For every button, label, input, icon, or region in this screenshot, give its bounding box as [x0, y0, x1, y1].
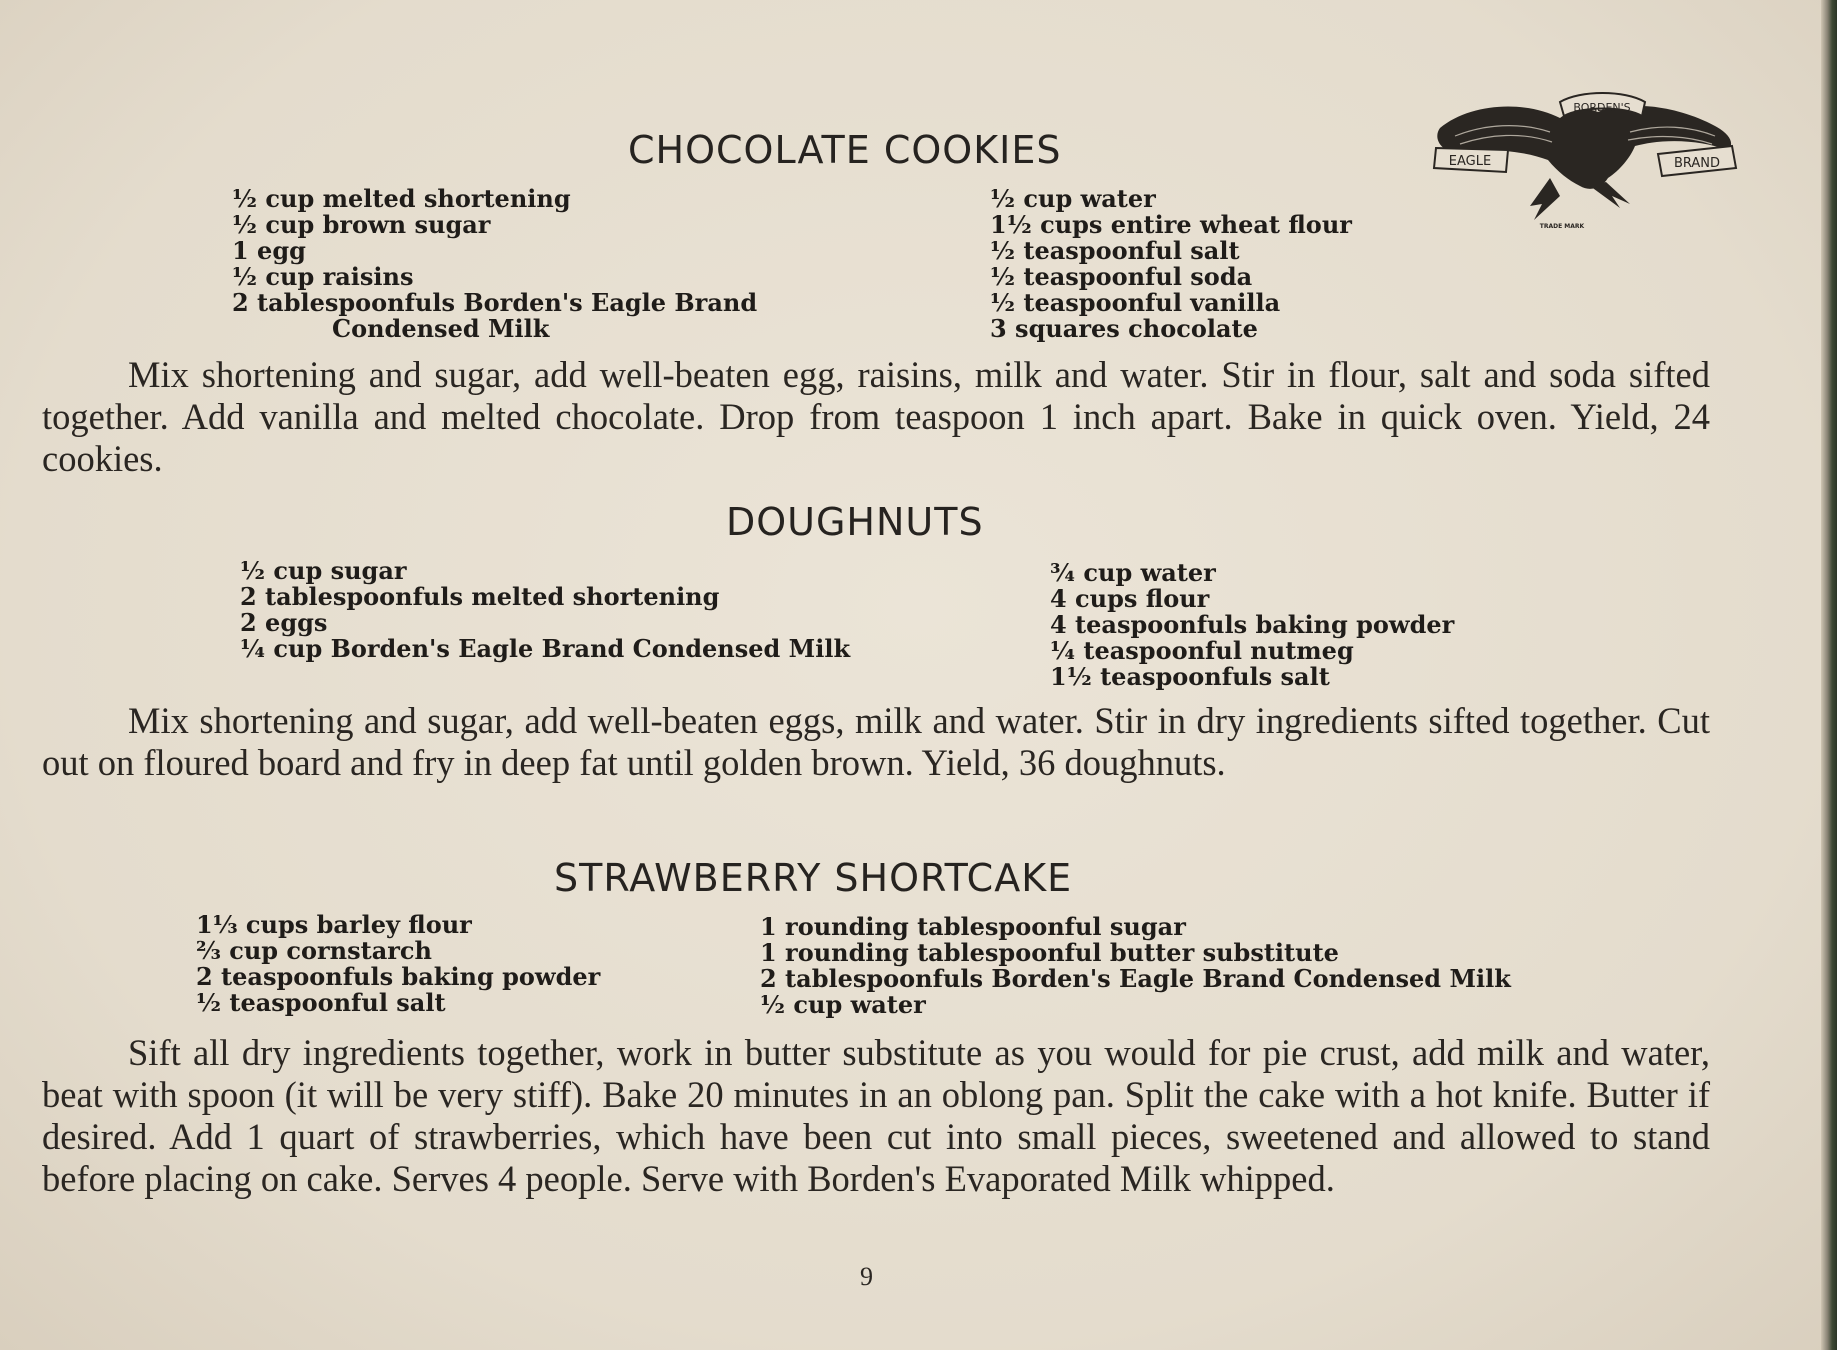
ingredient-item: ¼ cup Borden's Eagle Brand Condensed Milk [240, 634, 851, 663]
ingredient-item: ½ cup melted shortening [232, 184, 571, 213]
ingredient-item: ⅔ cup cornstarch [196, 936, 432, 965]
ingredient-item: ½ cup water [760, 990, 926, 1019]
ingredients-left-strawberry-shortcake [196, 912, 600, 1016]
ingredient-item: ¼ teaspoonful nutmeg [1050, 636, 1354, 665]
ingredient-item: 2 tablespoonfuls Borden's Eagle Brand Condensed Milk [760, 964, 1511, 993]
page-number: 9 [860, 1262, 873, 1291]
logo-badge-text: BORDEN'S [1573, 101, 1631, 114]
directions-doughnuts: Mix shortening and sugar, add well-beaten eggs, milk and water. Stir in dry ingredients sifted together. Cut out on floured board and fry in deep fat until golden brown. Yield, 36 doughnuts. [42, 700, 1710, 783]
directions-chocolate-cookies: Mix shortening and sugar, add well-beaten egg, raisins, milk and water. Stir in flour, salt and soda sifted together. Add vanilla and melted chocolate. Drop from teaspoon 1 inch apart. Bake in quick oven. Yield, 24 cookies. [42, 354, 1710, 479]
eagle-brand-logo [1430, 88, 1740, 238]
ingredient-item: ½ teaspoonful salt [196, 988, 446, 1017]
ingredient-item: 4 teaspoonfuls baking powder [1050, 610, 1455, 639]
ingredient-item: 2 tablespoonfuls Borden's Eagle Brand [232, 288, 758, 317]
ingredient-item: 2 eggs [240, 608, 328, 637]
ingredient-item: ½ cup raisins [232, 262, 414, 291]
ingredients-right-strawberry-shortcake [760, 914, 1511, 1018]
directions-strawberry-shortcake: Sift all dry ingredients together, work in butter substitute as you would for pie crust, add milk and water, beat with spoon (it will be very stiff). Bake 20 minutes in an oblong pan. Split the cake with a hot knife. Butter if desired. Add 1 quart of strawberries, which have been cut into small pieces, sweetened and allowed to stand before placing on cake. Serves 4 people. Serve with Borden's Evaporated Milk whipped. [42, 1032, 1710, 1199]
ingredient-item: 1 egg [232, 236, 306, 265]
page-edge [1821, 0, 1837, 1350]
ingredient-item: 1 rounding tablespoonful sugar [760, 912, 1186, 941]
ingredient-item: ½ teaspoonful salt [990, 236, 1240, 265]
ingredient-item: 1 rounding tablespoonful butter substitute [760, 938, 1339, 967]
logo-banner-right: BRAND [1673, 156, 1721, 171]
ingredient-item: Condensed Milk [332, 314, 550, 343]
ingredient-item: 1½ cups entire wheat flour [990, 210, 1352, 239]
ingredient-item: 2 tablespoonfuls melted shortening [240, 582, 720, 611]
ingredient-item: ½ teaspoonful soda [990, 262, 1253, 291]
ingredients-left-chocolate-cookies [232, 186, 757, 342]
ingredient-item: ½ cup water [990, 184, 1156, 213]
ingredient-item: 1½ teaspoonfuls salt [1050, 662, 1330, 691]
recipe-title-chocolate-cookies: CHOCOLATE COOKIES [628, 128, 1062, 172]
ingredient-item: 3 squares chocolate [990, 314, 1258, 343]
ingredients-left-doughnuts [240, 558, 850, 662]
ingredients-right-doughnuts [1050, 560, 1454, 690]
ingredient-item: ½ cup sugar [240, 556, 407, 585]
ingredients-right-chocolate-cookies [990, 186, 1352, 342]
ingredient-item: ½ teaspoonful vanilla [990, 288, 1281, 317]
ingredient-item: 4 cups flour [1050, 584, 1210, 613]
recipe-title-strawberry-shortcake: STRAWBERRY SHORTCAKE [554, 856, 1073, 900]
ingredient-item: ¾ cup water [1050, 558, 1216, 587]
logo-trademark-text: TRADE MARK [1539, 223, 1585, 230]
recipe-title-doughnuts: DOUGHNUTS [726, 500, 984, 544]
ingredient-item: 1⅓ cups barley flour [196, 910, 472, 939]
ingredient-item: 2 teaspoonfuls baking powder [196, 962, 601, 991]
logo-banner-left: EAGLE [1448, 154, 1492, 169]
ingredient-item: ½ cup brown sugar [232, 210, 491, 239]
